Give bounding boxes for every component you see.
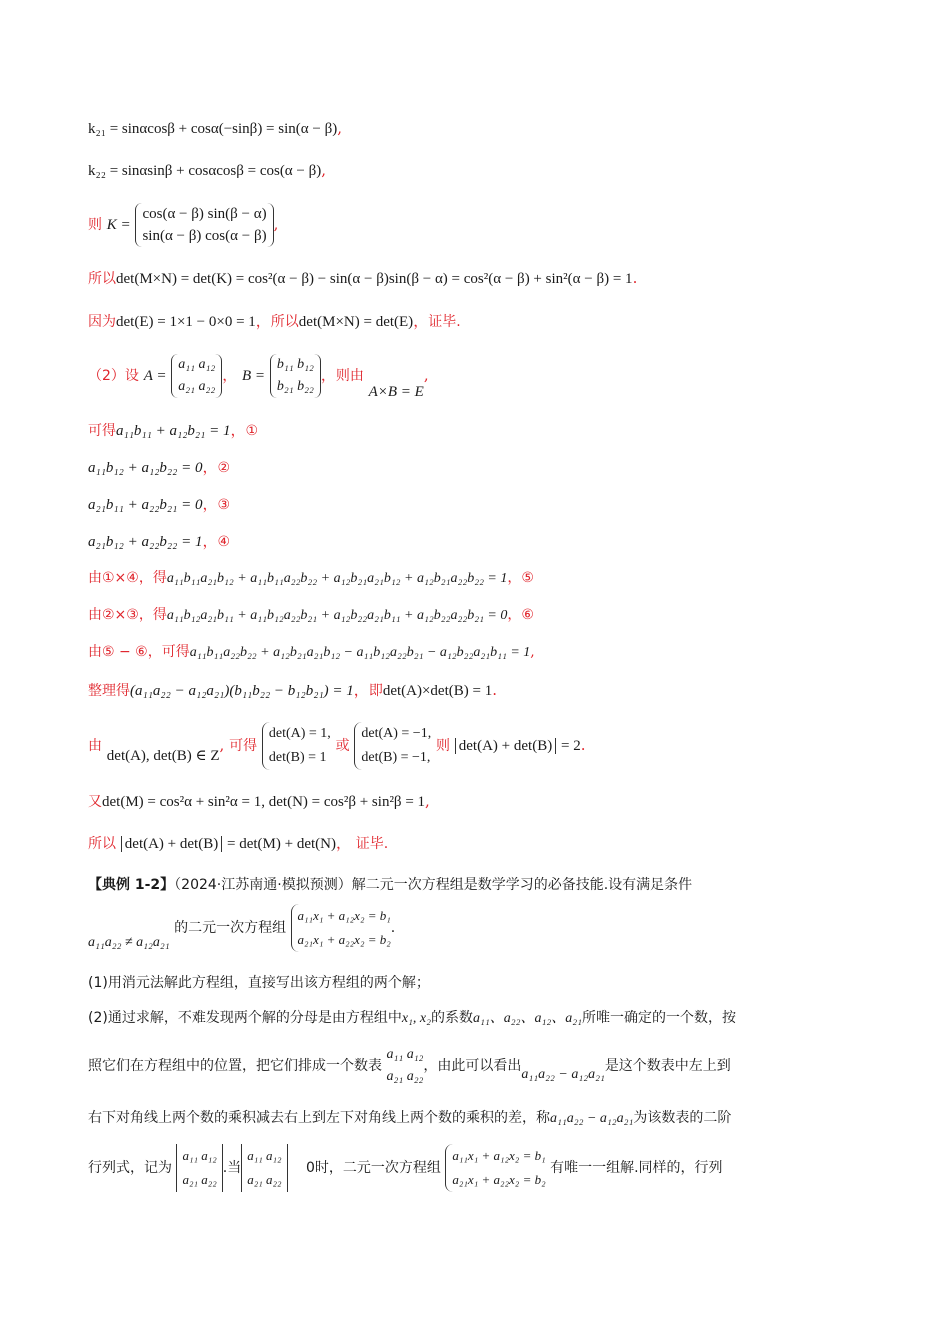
system-case1-row1: det(A) = 1, (268, 726, 331, 741)
example-table (386, 1044, 423, 1088)
formula-equals-2: = 2 (560, 738, 581, 754)
example-q1 (88, 973, 430, 993)
line-integer-case: 由 det(A), det(B) ∈ Z, 可得 det(A) = 1, det(B) = 1 或 det(A) = −1, det(B) = −1, 则 det(A) + det(B) = 2. (88, 720, 585, 771)
matrix-K-row2: sin(α − β) cos(α − β) (142, 228, 267, 244)
example-table-row1: a₁₁ a₁₂ (386, 1047, 424, 1062)
text-so-2: 所以 (270, 314, 299, 330)
formula-det-in-Z: det(A), det(B) ∈ Z (106, 748, 220, 764)
formula-B-eq: B = (242, 368, 266, 384)
example-det-2 (241, 1144, 287, 1192)
tag-eq6: ⑥ (521, 607, 534, 623)
example-system-2 (445, 1144, 545, 1192)
example-q2-line1 (88, 1008, 736, 1029)
example-q2-line4 (88, 1140, 723, 1196)
line-K-matrix: 则 K = cos(α − β) sin(β − α) sin(α − β) cos(α − β) , (88, 200, 278, 249)
matrix-B-row2: b₂₁ b₂₂ (276, 379, 314, 394)
example-q2-expr: a₁₁a₂₂ − a₁₂a₂₁ (521, 1067, 605, 1082)
example-q2-vars: x₁, x₂ (401, 1011, 432, 1026)
system-case1-row2: det(B) = 1 (268, 750, 327, 765)
text-because: 因为 (88, 314, 116, 330)
line-eq3: a₂₁b₁₁ + a₂₂b₂₁ = 0，③ (88, 495, 231, 513)
matrix-B (270, 354, 321, 398)
line-eq6: 由②×③，得a₁₁b₁₂a₂₁b₁₁ + a₁₁b₁₂a₂₂b₂₁ + a₁₂b₂₂a₂₁b₁₁ + a₁₂b₂₂a₂₂b₂₁ = 0，⑥ (88, 607, 534, 623)
formula-eq4: a₂₁b₁₂ + a₂₂b₂₂ = 1 (88, 534, 203, 550)
text-can-get: 可得 (229, 738, 258, 754)
system-case2-row1: det(A) = −1, (361, 726, 432, 741)
tag-eq2: ② (217, 460, 231, 476)
text-by: 由 (88, 738, 102, 754)
text-arrange: 整理得 (88, 683, 130, 699)
example-det-1-row2: a₂₁ a₂₂ (182, 1172, 217, 1187)
line-eq1: 可得a₁₁b₁₁ + a₁₂b₂₁ = 1，① (88, 421, 259, 439)
text-then-2: 则 (435, 738, 450, 754)
line-part2-setup: （2）设 A = a₁₁ a₁₂ a₂₁ a₂₂ ， B = b₁₁ b₁₂ b₂₁ b₂₂ ，则由 A×B = E, (88, 350, 429, 401)
formula-detA-detB: det(A)×det(B) = 1 (382, 683, 493, 699)
text-obtain: 可得 (88, 423, 116, 439)
matrix-B-row1: b₁₁ b₁₂ (276, 357, 314, 372)
formula-det-MN-E: det(M×N) = det(E) (298, 314, 414, 330)
text-also: 又 (88, 794, 102, 810)
example-q2-b: 的系数 (431, 1010, 474, 1026)
formula-det-MN: det(M×N) = det(K) = cos²(α − β) − sin(α − β)sin(β − α) = cos²(α − β) + sin²(α − β) = 1 (116, 271, 633, 287)
line-eq4: a₂₁b₁₂ + a₂₂b₂₂ = 1，④ (88, 532, 231, 550)
line-k21: k₂₁ = sinαcosβ + cosα(−sinβ) = sin(α − β), (88, 119, 342, 137)
example-q2-expr2: a₁₁a₂₂ − a₁₂a₂₁ (550, 1111, 634, 1126)
tag-eq3: ③ (217, 497, 231, 513)
line-final: 所以 det(A) + det(B) = det(M) + det(N)， 证毕. (88, 834, 389, 852)
example-q2-c: 所唯一确定的一个数，按 (581, 1010, 736, 1026)
example-q1-text: (1)用消元法解此方程组，直接写出该方程组的两个解； (88, 975, 430, 991)
line-eq8: 整理得(a₁₁a₂₂ − a₁₂a₂₁)(b₁₁b₂₂ − b₁₂b₂₁) = 1，即det(A)×det(B) = 1. (88, 681, 497, 699)
formula-detM-detN: det(M) = cos²α + sin²α = 1, det(N) = cos²β + sin²β = 1 (102, 794, 426, 810)
line-det-E: 因为det(E) = 1×1 − 0×0 = 1，所以det(M×N) = det(E)，证毕. (88, 312, 461, 330)
formula-det-E: det(E) = 1×1 − 0×0 = 1 (116, 314, 256, 330)
example-condition: a₁₁a₂₂ ≠ a₁₂a₂₁ (88, 935, 170, 950)
matrix-K (135, 203, 273, 247)
system-case2-row2: det(B) = −1, (361, 750, 431, 765)
example-q2-line2 (88, 1040, 731, 1093)
text-so-final: 所以 (88, 836, 116, 852)
example-intro: 解二元一次方程组是数学学习的必备技能.设有满足条件 (351, 877, 693, 893)
example-q2-k: 0时，二元一次方程组 (306, 1160, 441, 1176)
line-det-MN: 所以det(M×N) = det(K) = cos²(α − β) − sin(α − β)sin(β − α) = cos²(α − β) + sin²(α − β) = 1. (88, 269, 638, 287)
text-eq7-prefix: 由⑤ − ⑥，可得 (88, 644, 190, 660)
tag-eq1: ① (245, 423, 259, 439)
example-q2-h: 为该数表的二阶 (633, 1110, 732, 1126)
example-q2-j: .当 (222, 1160, 242, 1176)
line-also: 又det(M) = cos²α + sin²α = 1, det(N) = cos²β + sin²β = 1, (88, 792, 430, 810)
formula-final-abs: det(A) + det(B) (121, 836, 222, 852)
text-qed: 证毕. (428, 314, 461, 330)
example-source: （2024·江苏南通·模拟预测） (174, 877, 352, 893)
example-system (291, 904, 391, 952)
line-eq7: 由⑤ − ⑥，可得a₁₁b₁₁a₂₂b₂₂ + a₁₂b₂₁a₂₁b₁₂ − a₁₁b₁₂a₂₂b₂₁ − a₁₂b₂₂a₂₁b₁₁ = 1, (88, 644, 535, 660)
example-q2-i: 行列式，记为 (88, 1160, 172, 1176)
matrix-K-row1: cos(α − β) sin(β − α) (142, 206, 267, 222)
text-eq5-prefix: 由①×④，得 (88, 570, 167, 586)
formula-K-eq: K = (106, 217, 131, 233)
system-case1 (262, 722, 331, 770)
example-q2-d: 照它们在方程组中的位置，把它们排成一个数表 (88, 1058, 382, 1074)
line-eq2: a₁₁b₁₂ + a₁₂b₂₂ = 0，② (88, 458, 231, 476)
example-q2-l: 有唯一一组解.同样的，行列 (550, 1160, 723, 1176)
example-det-2-row2: a₂₁ a₂₂ (247, 1172, 282, 1187)
formula-k22: k₂₂ = sinαsinβ + cosαcosβ = cos(α − β) (88, 163, 322, 179)
tag-eq5: ⑤ (521, 570, 534, 586)
example-q2-g: 右下对角线上两个数的乘积减去右上到左下对角线上两个数的乘积的差，称 (88, 1110, 550, 1126)
example-table-row2: a₂₁ a₂₂ (386, 1069, 424, 1084)
tag-eq4: ④ (217, 534, 231, 550)
example-header (88, 875, 692, 895)
example-q2-line3 (88, 1108, 731, 1129)
example-system-2-row1: a₁₁x₁ + a₁₂x₂ = b₁ (452, 1148, 546, 1163)
formula-A-eq: A = (143, 368, 167, 384)
formula-abs-sum: det(A) + det(B) (455, 738, 556, 754)
example-q2-e: ，由此可以看出 (423, 1058, 522, 1074)
text-or: 或 (335, 738, 350, 754)
formula-AxB: A×B = E (368, 384, 424, 400)
formula-eq6: a₁₁b₁₂a₂₁b₁₁ + a₁₁b₁₂a₂₂b₂₁ + a₁₂b₂₂a₂₁b₁₁ + a₁₂b₂₂a₂₂b₂₁ = 0 (166, 608, 508, 623)
example-q2-a: (2)通过求解，不难发现两个解的分母是由方程组中 (88, 1010, 402, 1026)
example-label: 【典例 1-2】 (88, 877, 175, 893)
formula-eq5: a₁₁b₁₁a₂₁b₁₂ + a₁₁b₁₁a₂₂b₂₂ + a₁₂b₂₁a₂₁b₁₂ + a₁₂b₂₁a₂₂b₂₂ = 1 (166, 571, 508, 586)
formula-eq3: a₂₁b₁₁ + a₂₂b₂₁ = 0 (88, 497, 203, 513)
example-system-row1: a₁₁x₁ + a₁₂x₂ = b₁ (297, 908, 391, 923)
formula-eq7: a₁₁b₁₁a₂₂b₂₂ + a₁₂b₂₁a₂₁b₁₂ − a₁₁b₁₂a₂₂b₂₁ − a₁₂b₂₂a₂₁b₁₁ = 1 (189, 645, 531, 660)
text-then-by: 则由 (335, 368, 364, 384)
text-so: 所以 (88, 271, 116, 287)
example-det-2-row1: a₁₁ a₁₂ (247, 1148, 282, 1163)
example-det-1-row1: a₁₁ a₁₂ (182, 1148, 217, 1163)
example-q2-f: 是这个数表中左上到 (604, 1058, 731, 1074)
example-system-2-row2: a₂₁x₁ + a₂₂x₂ = b₂ (452, 1172, 546, 1187)
formula-eq2: a₁₁b₁₂ + a₁₂b₂₂ = 0 (88, 460, 203, 476)
line-eq5: 由①×④，得a₁₁b₁₁a₂₁b₁₂ + a₁₁b₁₁a₂₂b₂₂ + a₁₂b₂₁a₂₁b₁₂ + a₁₂b₂₁a₂₂b₂₂ = 1，⑤ (88, 570, 534, 586)
formula-eq8: (a₁₁a₂₂ − a₁₂a₂₁)(b₁₁b₂₂ − b₁₂b₂₁) = 1 (130, 683, 354, 699)
text-eq6-prefix: 由②×③，得 (88, 607, 167, 623)
matrix-A-row1: a₁₁ a₁₂ (178, 357, 216, 372)
example-q2-coefs: a₁₁、a₂₂、a₁₂、a₂₁ (473, 1011, 582, 1026)
text-namely: 即 (368, 683, 383, 699)
example-system-row2: a₂₁x₁ + a₂₂x₂ = b₂ (297, 932, 391, 947)
formula-k21: k₂₁ = sinαcosβ + cosα(−sinβ) = sin(α − β) (88, 121, 338, 137)
text-then: 则 (88, 217, 102, 233)
formula-eq1: a₁₁b₁₁ + a₁₂b₂₁ = 1 (116, 423, 231, 439)
line-k22: k₂₂ = sinαsinβ + cosαcosβ = cos(α − β), (88, 161, 327, 179)
matrix-A (171, 354, 222, 398)
example-det-1 (176, 1144, 222, 1192)
example-of: 的二元一次方程组 (174, 920, 287, 936)
example-system-line: a₁₁a₂₂ ≠ a₁₂a₂₁ 的二元一次方程组 a₁₁x₁ + a₁₂x₂ = b₁ a₂₁x₁ + a₂₂x₂ = b₂ . (88, 902, 395, 955)
system-case2 (354, 722, 431, 770)
matrix-A-row2: a₂₁ a₂₂ (178, 379, 216, 394)
text-qed-final: 证毕. (355, 836, 389, 852)
text-part2-let: （2）设 (88, 368, 139, 384)
formula-final-eq: = det(M) + det(N) (227, 836, 336, 852)
